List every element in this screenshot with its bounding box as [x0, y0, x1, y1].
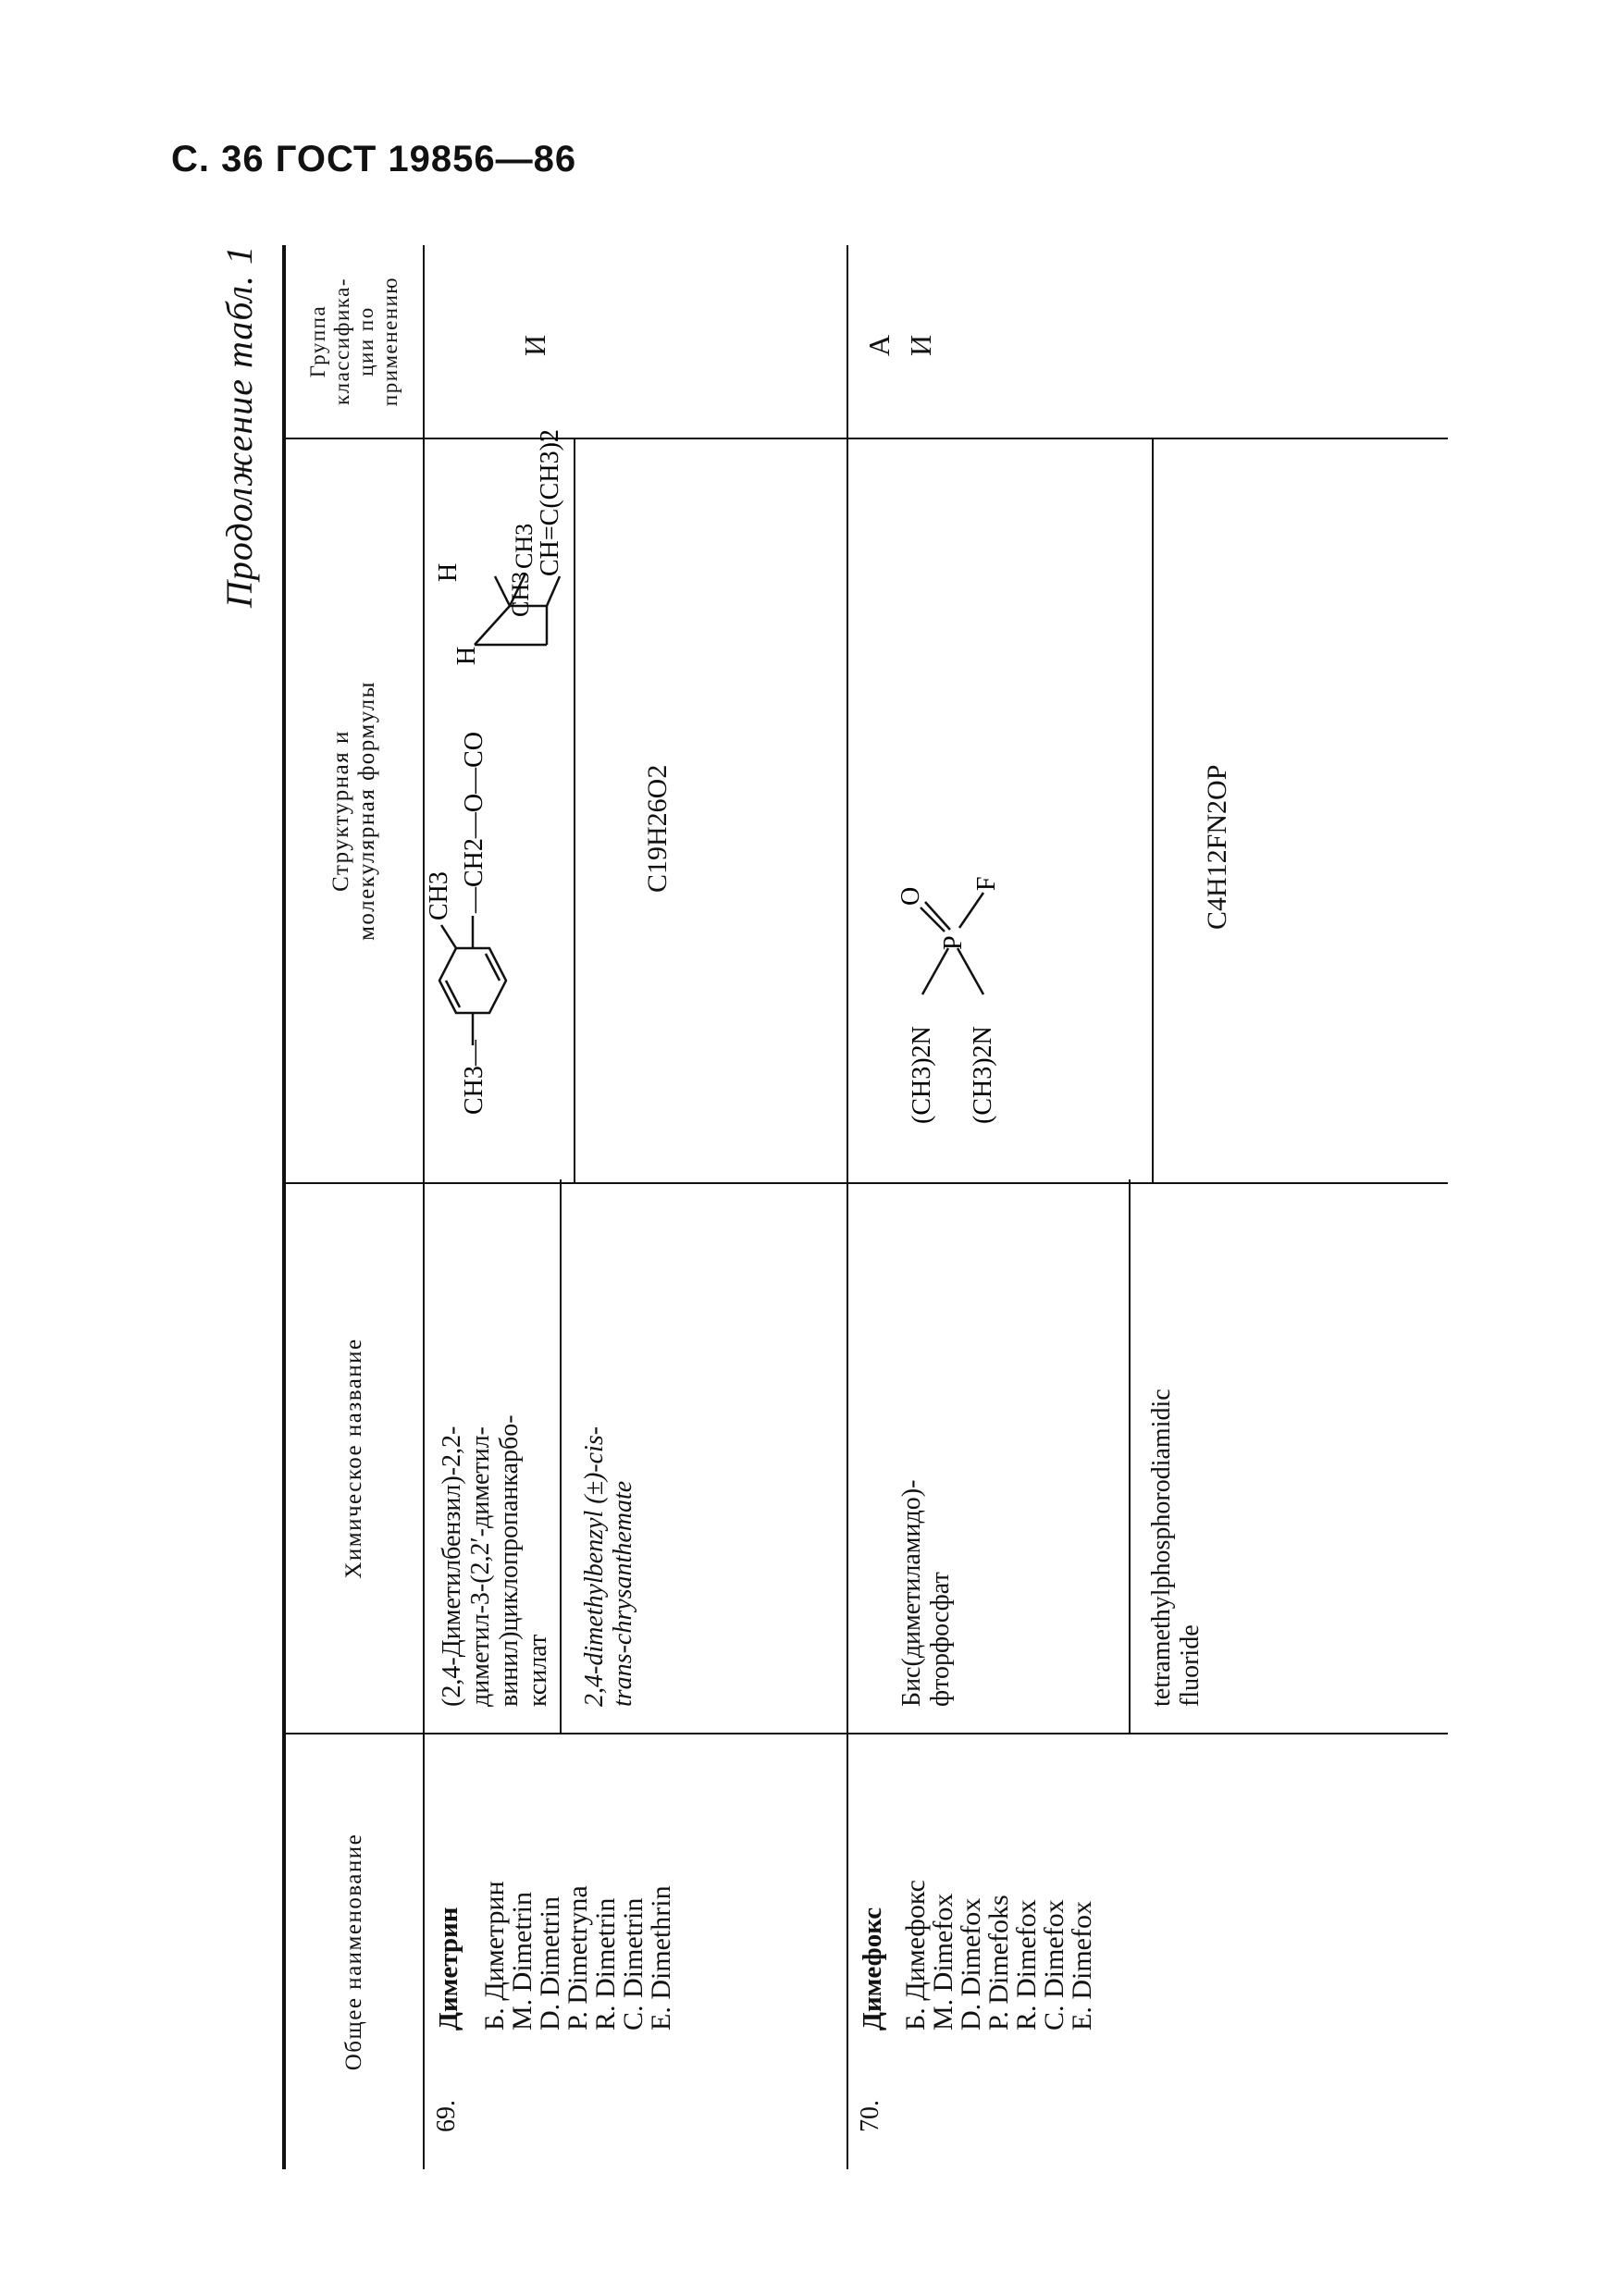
- row69-synonym: E. Dimethrin: [646, 1885, 676, 2031]
- header-chemical-name: Химическое название: [340, 1338, 366, 1579]
- row70-structure: [884, 439, 1069, 1179]
- row70-synonym: E. Dimefox: [1067, 1901, 1097, 2031]
- structure-label: CH3: [425, 871, 453, 920]
- row69-name: Диметрин: [434, 1907, 463, 2031]
- structure-label: CH3: [507, 571, 534, 617]
- col-divider-2: [282, 1182, 1448, 1184]
- row70-molecular-formula: C4H12FN2OP: [1202, 764, 1232, 930]
- header-bottom-border: [423, 245, 425, 2169]
- benzene-ring: [439, 571, 560, 1045]
- row70-synonym: R. Dimefox: [1011, 1899, 1042, 2031]
- row70-synonym: D. Dimefox: [956, 1897, 986, 2031]
- row70-synonym: M. Dimefox: [928, 1893, 958, 2031]
- table-top-border: [282, 245, 286, 2169]
- structure-label: CH=C(CH3)2: [536, 429, 564, 576]
- row69-formula-separator: [574, 439, 575, 1184]
- row69-synonyms: [481, 1881, 675, 2031]
- row70-chemical-name-ru: Бис(диметиламидо)-фторфосфат: [897, 1479, 955, 1707]
- row69-en-separator: [560, 1179, 562, 1734]
- structure-label: —CH2—O—CO: [460, 731, 488, 913]
- row69-synonym: M. Dimetrin: [507, 1892, 538, 2031]
- header-formulas: Структурная и молекулярная формулы: [328, 681, 379, 941]
- structure-label: (CH3)2N: [908, 1026, 936, 1124]
- row69-synonym: P. Dimetryna: [562, 1885, 593, 2031]
- row69-chemical-name-en: 2,4-dimethylbenzyl (±)-cis-trans-chrysanthemate: [580, 1426, 637, 1707]
- row70-number: 70.: [856, 2100, 884, 2132]
- rotated-table: [217, 245, 1448, 2169]
- row69-molecular-formula: C19H26O2: [642, 764, 673, 893]
- row69-synonym: Б. Диметрин: [479, 1881, 510, 2031]
- structure-label: CH3: [511, 523, 538, 569]
- structure-label: H: [452, 646, 481, 665]
- row69-structure: [425, 429, 567, 1179]
- row70-en-separator: [1129, 1179, 1131, 1734]
- page-header: С. 36 ГОСТ 19856—86: [171, 139, 577, 179]
- structure-label: CH3—: [460, 1040, 488, 1115]
- col-divider-1: [282, 1733, 1448, 1734]
- row69-synonym: R. Dimetrin: [590, 1897, 621, 2031]
- row70-synonym: Б. Димефокс: [900, 1880, 931, 2031]
- row70-synonym: P. Dimefoks: [983, 1895, 1014, 2031]
- row70-chemical-name-en: tetramethylphosphorodiamidic fluoride: [1147, 1389, 1205, 1707]
- structure-label: F: [972, 876, 1001, 891]
- row70-group-a: А: [862, 334, 896, 356]
- row-separator-right: [847, 245, 848, 439]
- row70-synonym: C. Dimefox: [1039, 1899, 1069, 2031]
- row-separator-main: [847, 1734, 848, 2169]
- row70-synonyms: [902, 1880, 1096, 2031]
- row70-name: Димефокс: [858, 1907, 887, 2031]
- row69-group: И: [518, 334, 551, 356]
- header-common-name: Общее наименование: [340, 1833, 366, 2071]
- row70-formula-separator: [1152, 439, 1154, 1184]
- structure-label: O: [896, 886, 925, 906]
- structure-label: H: [434, 562, 463, 582]
- header-group: Группа классифика-ции по применению: [305, 276, 402, 407]
- row69-number: 69.: [432, 2100, 461, 2132]
- row-separator-mid: [847, 439, 848, 1734]
- row69-chemical-name-ru: (2,4-Диметилбензил)-2,2-диметил-3-(2,2′-диметил-винил)циклопропанкарбо-ксилат: [438, 1414, 552, 1707]
- row69-synonym: C. Dimetrin: [618, 1897, 649, 2031]
- row70-group-i: И: [904, 334, 937, 356]
- structure-label: P: [939, 935, 968, 950]
- table-title: Продолжение табл. 1: [218, 245, 260, 609]
- row69-synonym: D. Dimetrin: [535, 1896, 565, 2031]
- structure-label: (CH3)2N: [969, 1026, 997, 1124]
